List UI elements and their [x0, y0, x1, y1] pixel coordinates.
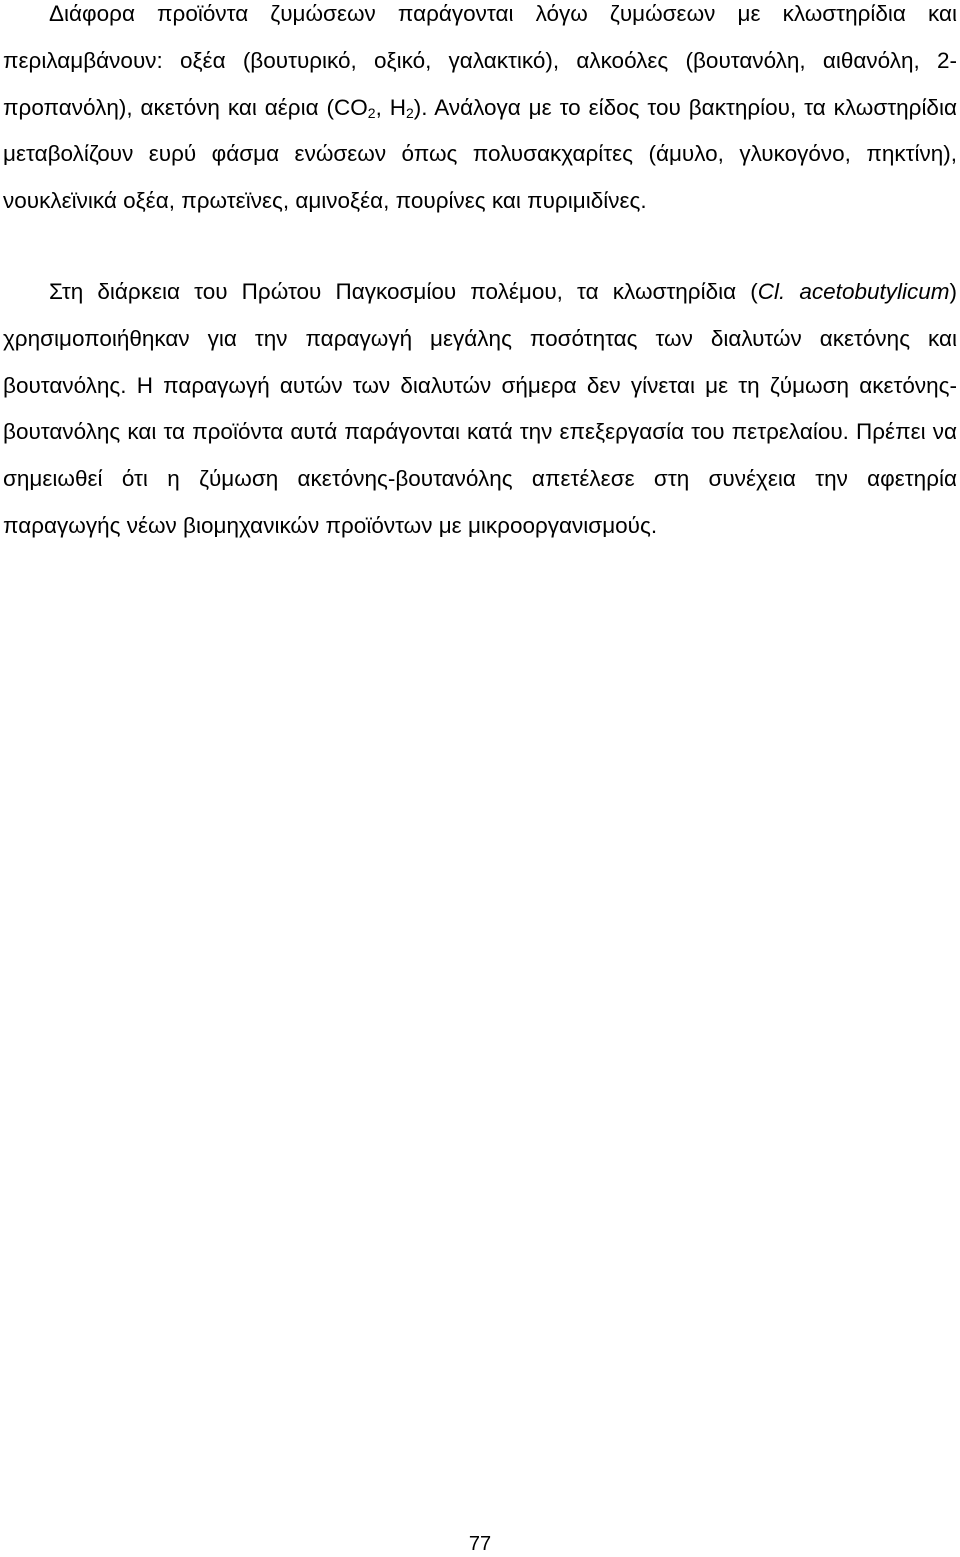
paragraph-1-text-c: ). Ανάλογα με το είδος του βακτηρίου, τα κλωστηρίδια μεταβολίζουν ευρύ φάσμα ενώσεων όπως πολυσακχαρίτες (άμυλο, γλυκογόνο, πηκτίνη), νουκλεϊνικά οξέα, πρωτεϊνες, αμινοξέα, πουρίνες και πυριμιδίνες.	[3, 94, 957, 214]
subscript-2-co2: 2	[367, 104, 376, 121]
subscript-2-h2: 2	[406, 104, 414, 121]
page-number: 77	[468, 1533, 492, 1555]
paragraph-1-text-b: , H	[375, 94, 406, 120]
paragraph-1-text-a: Διάφορα προϊόντα ζυμώσεων παράγονται λόγω ζυμώσεων με κλωστηρίδια και περιλαμβάνουν: οξέα (βουτυρικό, οξικό, γαλακτικό), αλκοόλες (βουτανόλη, αιθανόλη, 2-προπανόλη), ακετόνη και αέρια (CO	[3, 1, 957, 120]
paragraph-world-war-history	[3, 269, 957, 550]
species-name: Cl. acetobutylicum	[757, 279, 950, 304]
paragraph-2-text-a: Στη διάρκεια του Πρώτου Παγκοσμίου πολέμου, τα κλωστηρίδια (	[49, 279, 758, 304]
paragraph-2-text-b: ) χρησιμοποιήθηκαν για την παραγωγή μεγάλης ποσότητας των διαλυτών ακετόνης και βουτανόλης. Η παραγωγή αυτών των διαλυτών σήμερα δεν γίνεται με τη ζύμωση ακετόνης-βουτανόλης και τα προϊόντα αυτά παράγονται κατά την επεξεργασία του πετρελαίου. Πρέπει να σημειωθεί ότι η ζύμωση ακετόνης-βουτανόλης απετέλεσε στη συνέχεια την αφετηρία παραγωγής νέων βιομηχανικών προϊόντων με μικροοργανισμούς.	[3, 279, 957, 538]
paragraph-fermentation-products	[3, 0, 957, 225]
